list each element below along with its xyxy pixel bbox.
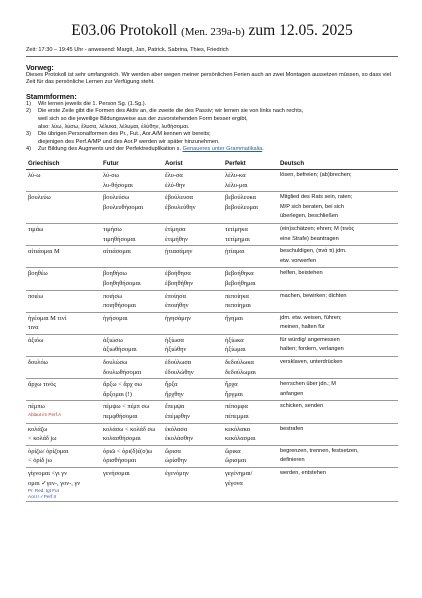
cell-line: βοηθηθήσομαι [103,279,141,287]
cell-aorist [163,357,223,379]
list-line-end: . [262,146,264,153]
cell-line: τιμηθήσομαι [103,235,136,243]
cell-deutsch [278,468,398,502]
cell-griechisch [26,379,101,401]
cell-line: πέμψω < πέμπ σω [103,403,150,411]
cell-line: ἤρχθην [165,390,184,398]
cell-deutsch [278,357,398,379]
cell-line: ἐτιμήθην [165,235,189,243]
cell-line: ἐπέμφθην [165,413,191,421]
cell-aorist [163,401,223,423]
header-aorist: Aorist [163,159,223,170]
table-row [26,223,398,245]
cell-line: ποιηθήσομαι [103,302,137,310]
cell-line: ὁριῶ < ὁρι(δ)έ(σ)ω [103,447,153,455]
cell-line: überlegen, beschließen [280,213,339,220]
header-perfekt: Perfekt [223,159,278,170]
cell-line: ποιέω [28,292,44,300]
table-row [26,357,398,379]
table-row [26,423,398,445]
cell-line: ἄρξω < ἄρχ σω [103,381,143,389]
cell-line: κολάζω [28,425,48,433]
cell-deutsch [278,445,398,467]
list-item [26,131,398,146]
cell-line: Mitglied des Rats sein, raten; [280,194,353,201]
cell-aorist [163,192,223,224]
cell-line: πεμφθήσομαι [103,413,138,421]
title-main: E03.06 Protokoll [71,22,178,39]
list-line [38,101,398,109]
cell-perfekt [223,468,278,502]
cell-perfekt [223,290,278,312]
table-row [26,379,398,401]
cell-line: ἠξίωμαι [225,346,246,354]
cell-line: πεποίηκα [225,292,249,300]
cell-line: κολάσω < κολάδ σω [103,425,156,433]
cell-line: λέλυ-μαι [225,181,248,189]
cell-line: begrenzen, trennen, festsetzen, [280,447,359,454]
cell-line: ἡγησάμην [165,314,191,322]
cell-aorist [163,312,223,334]
cell-perfekt [223,268,278,290]
cell-griechisch [26,357,101,379]
table-row [26,334,398,356]
cell-line: λέλυ-κα [225,171,246,179]
cell-line: ἔπεμψα [165,403,185,411]
vorweg-text: Dieses Protokoll ist sehr umfangreich. Wir werden aber wegen meiner persönlichen Ferien auch an zwei Montagen aussetzen müssen, so dass viel Zeit für das persönliche Lernen zur Verfügung steht. [26,72,392,86]
cell-griechisch [26,223,101,245]
cell-line: ᾐτιασάμην [165,248,193,256]
cell-griechisch [26,268,101,290]
cell-line: versklaven, unterdrücken [280,359,343,366]
cell-line: ἥγημαι [225,314,244,322]
cell-line: ἔλυ-σα [165,171,183,179]
cell-griechisch [26,401,101,423]
cell-futur [101,268,163,290]
cell-line: λύ-σω [103,171,119,179]
cell-line: πέμπω [28,403,45,411]
cell-aorist [163,246,223,268]
header-griechisch: Griechisch [26,159,101,170]
table-body [26,169,398,501]
cell-line: ἐποίησα [165,292,186,300]
list-item [26,101,398,109]
table-row [26,401,398,423]
cell-line: ἀξιώσω [103,336,123,344]
list-line-text: also: λύω, λύσω, ἔλυσα, λέλυκα, λέλυμαι, ἐλύθην, λυθήσομαι. [38,123,190,130]
cell-line: ἐβοήθησα [165,270,191,278]
cell-line: αἰτιάομαι M [28,248,60,256]
cell-line: ἦρχα [225,381,238,389]
cell-line: ὁρισθήσομαι [103,457,137,465]
cell-perfekt [223,334,278,356]
cell-line: ἐβουλεύθην [165,203,196,211]
cell-line: ἄρχω τινός [28,381,56,389]
cell-line: γεγένημαι/ [225,470,253,477]
table-row [26,192,398,224]
list-line [38,116,398,124]
cell-line: ἀξιόω [28,336,44,344]
cell-line: κεκόλασμαι [225,435,256,443]
list-number: 3) [26,131,31,138]
cell-annotation: Aor.II ✓Perf.II [28,494,57,500]
cell-line: λύ-ω [28,171,41,179]
meeting-meta: Zeit: 17:30 – 19:45 Uhr - anwesend: Margit, Jan, Patrick, Sabrina, Thies, Friedrich [26,47,398,57]
cell-line: ἐγενόμην [165,470,189,477]
cell-deutsch [278,246,398,268]
cell-futur [101,379,163,401]
cell-line: δουλόω [28,359,48,367]
cell-line: δουλωθήσομαι [103,368,142,376]
cell-line: < κολάδ jω [28,435,57,443]
cell-aorist [163,169,223,191]
cell-perfekt [223,223,278,245]
cell-line: κολασθήσομαι [103,435,141,443]
table-row [26,169,398,191]
cell-line: ᾐτίαμαι [225,248,245,256]
cell-line: lösen, befreien; (ab)brechen; [280,171,352,178]
cell-line: ποιήσω [103,292,123,300]
cell-line: γενήσομαι [103,470,130,477]
cell-futur [101,223,163,245]
cell-annotation: Pr. Red. tgt Fut [28,488,59,494]
list-item [26,146,398,154]
cell-line: τιμήσω [103,225,122,233]
cell-perfekt [223,169,278,191]
list-line [38,139,398,147]
cell-futur [101,357,163,379]
title-date: zum 12.05. 2025 [248,22,353,39]
list-number: 1) [26,100,31,107]
cell-perfekt [223,312,278,334]
cell-line: δεδούλωμαι [225,368,256,376]
cell-deutsch [278,423,398,445]
cell-line: ἐδούλωσα [165,359,192,367]
table-row [26,312,398,334]
cell-futur [101,423,163,445]
cell-line: τινα [28,324,39,332]
cell-line: eine Strafe) beantragen [280,235,339,242]
cell-line: βουλευθήσομαι [103,203,144,211]
cell-line: ὡρίσθην [165,457,187,465]
cell-line: γέγονα [225,479,243,487]
cell-line: bestrafen [280,425,304,432]
cell-line: < ὁρίδ jω [28,457,52,465]
cell-line: λυ-θήσομαι [103,181,133,189]
cell-line: ὥρισμαι [225,457,247,465]
list-number: 4) [26,146,31,153]
protocol-page [26,22,398,502]
cell-deutsch [278,312,398,334]
cell-line: ἐκολάσθην [165,435,194,443]
list-line [38,108,398,116]
page-title [26,22,398,41]
cell-deutsch [278,169,398,191]
cell-annotation: Ablaut im Perf.A [28,412,62,418]
list-number: 2) [26,108,31,115]
cell-line: ἐβοηθήθην [165,279,194,287]
cell-line: ἄρξομαι (!) [103,390,132,398]
cell-line: definieren [280,457,305,464]
cell-line: κεκόλακα [225,425,251,433]
cell-perfekt [223,246,278,268]
cell-line: M/P sich beraten, bei sich [280,203,344,210]
cell-griechisch [26,423,101,445]
grammatikalia-link[interactable]: Genaueres unter Grammatikalia [182,146,263,153]
cell-line: πεποίημαι [225,302,251,310]
cell-line: πέπεμμαι [225,413,249,421]
cell-line: meinen, halten für [280,324,325,331]
cell-line: βοηθέω [28,270,48,278]
cell-line: für würdig/ angemessen [280,336,340,343]
cell-line: ομαι ✓γεν-, γον-, γν [28,479,81,487]
cell-perfekt [223,357,278,379]
cell-line: βεβούλευμαι [225,203,258,211]
cell-line: ἀξιωθήσομαι [103,346,137,354]
cell-line: ἦρξα [165,381,178,389]
cell-deutsch [278,268,398,290]
cell-line: τετίμηκα [225,225,248,233]
cell-futur [101,192,163,224]
cell-perfekt [223,401,278,423]
cell-deutsch [278,379,398,401]
list-line-text: Zur Bildung des Augments und der Perfektreduplikation s. [38,146,182,153]
cell-deutsch [278,223,398,245]
cell-perfekt [223,379,278,401]
stammformen-heading: Stammformen: [26,91,77,101]
cell-line: τετίμημαι [225,235,250,243]
cell-line: halten; fordern, verlangen [280,346,344,353]
cell-line: ἡγήσομαι [103,314,128,322]
cell-line: δουλώσω [103,359,128,367]
cell-line: βουλεύσω [103,194,130,202]
cell-line: ἐλύ-θην [165,181,186,189]
cell-griechisch [26,169,101,191]
list-line-text: Die übrigen Personalformen des Pr., Fut., Aor.A/M kennen wir bereits; [38,131,211,138]
cell-line: ἠξίωκα [225,336,244,344]
cell-aorist [163,290,223,312]
cell-perfekt [223,445,278,467]
cell-griechisch [26,468,101,502]
cell-futur [101,334,163,356]
cell-aorist [163,379,223,401]
cell-aorist [163,223,223,245]
cell-deutsch [278,334,398,356]
cell-line: jdm. etw. weisen, führen; [280,314,342,321]
cell-aorist [163,468,223,502]
cell-line: werden, entstehen [280,470,327,476]
table-row [26,468,398,502]
cell-line: ἐδουλώθην [165,368,194,376]
cell-line: ἠξίωσα [165,336,184,344]
cell-deutsch [278,192,398,224]
cell-line: ὥρισα [165,447,181,455]
cell-griechisch [26,246,101,268]
stammformen-table [26,159,398,502]
list-line-text: Wir lernen jeweils die 1. Person Sg. (1.Sg.). [38,100,147,107]
list-item [26,108,398,131]
cell-line: τιμάω [28,225,44,233]
cell-line: ἠξιώθην [165,346,187,354]
cell-line: αἰτιάσομαι [103,248,131,256]
cell-line: etw. vorwerfen [280,257,317,264]
list-line-text: Die erste Zeile gibt die Formen des Aktiv an, die zweite die des Passiv; wir lernen sie von links nach rechts, [38,108,304,115]
cell-line: ἐποιήθην [165,302,189,310]
cell-line: βεβοήθημαι [225,279,256,287]
stammformen-list [26,101,398,154]
cell-futur [101,246,163,268]
cell-line: ἐβούλευσα [165,194,194,202]
cell-line: βουλεύω [28,194,51,202]
cell-deutsch [278,290,398,312]
cell-line: βοηθήσω [103,270,127,278]
cell-aorist [163,268,223,290]
cell-line: schicken, senden [280,403,324,410]
header-futur: Futur [101,159,163,170]
header-deutsch: Deutsch [278,159,398,170]
cell-griechisch [26,192,101,224]
table-row [26,246,398,268]
cell-futur [101,445,163,467]
cell-line: ἐκόλασα [165,425,188,433]
cell-line: ἦργμαι [225,390,243,398]
cell-line: herrschen über jdn.; M [280,381,336,388]
cell-aorist [163,445,223,467]
cell-griechisch [26,312,101,334]
cell-line: ὁρίζω/ ὁρίζομαι [28,447,69,455]
cell-line: ἐτίμησα [165,225,186,233]
list-line-text: weil sich so die jeweilige Bildungsweise aus der zuvorstehenden Form besser ergibt, [38,116,248,122]
cell-futur [101,290,163,312]
table-row [26,290,398,312]
cell-line: γίγνομαι <γι γν [28,470,68,477]
cell-futur [101,312,163,334]
list-line [38,124,398,132]
cell-griechisch [26,290,101,312]
cell-line: βεβούλευκα [225,194,257,202]
list-line [38,131,398,139]
cell-line: beschuldigen, (τινά τι) jdm. [280,248,347,255]
cell-line: βεβοήθηκα [225,270,254,278]
cell-line: helfen, beistehen [280,270,323,277]
cell-line: (ein)schätzen; ehren; M (τινὸς [280,225,355,232]
cell-aorist [163,334,223,356]
cell-line: machen, bewirken; dichten [280,292,347,299]
cell-perfekt [223,192,278,224]
cell-line: ἡγέομαι M τινί [28,314,67,322]
cell-deutsch [278,401,398,423]
cell-aorist [163,423,223,445]
cell-line: anfangen [280,390,304,397]
cell-line: πέπομφα [225,403,248,411]
cell-futur [101,468,163,502]
cell-perfekt [223,423,278,445]
table-header-row [26,159,398,170]
cell-line: δεδούλωκα [225,359,254,367]
cell-griechisch [26,445,101,467]
table-row [26,268,398,290]
list-line-text: diejenigen des Perf.A/MP und des Aor.P werden wir später hinzunehmen. [38,138,220,145]
title-source: (Men. 239a-b) [181,26,245,38]
table-row [26,445,398,467]
cell-futur [101,401,163,423]
cell-futur [101,169,163,191]
list-line [38,146,398,154]
cell-griechisch [26,334,101,356]
cell-line: ὥρικα [225,447,241,455]
vorweg-heading: Vorweg: [26,63,54,72]
